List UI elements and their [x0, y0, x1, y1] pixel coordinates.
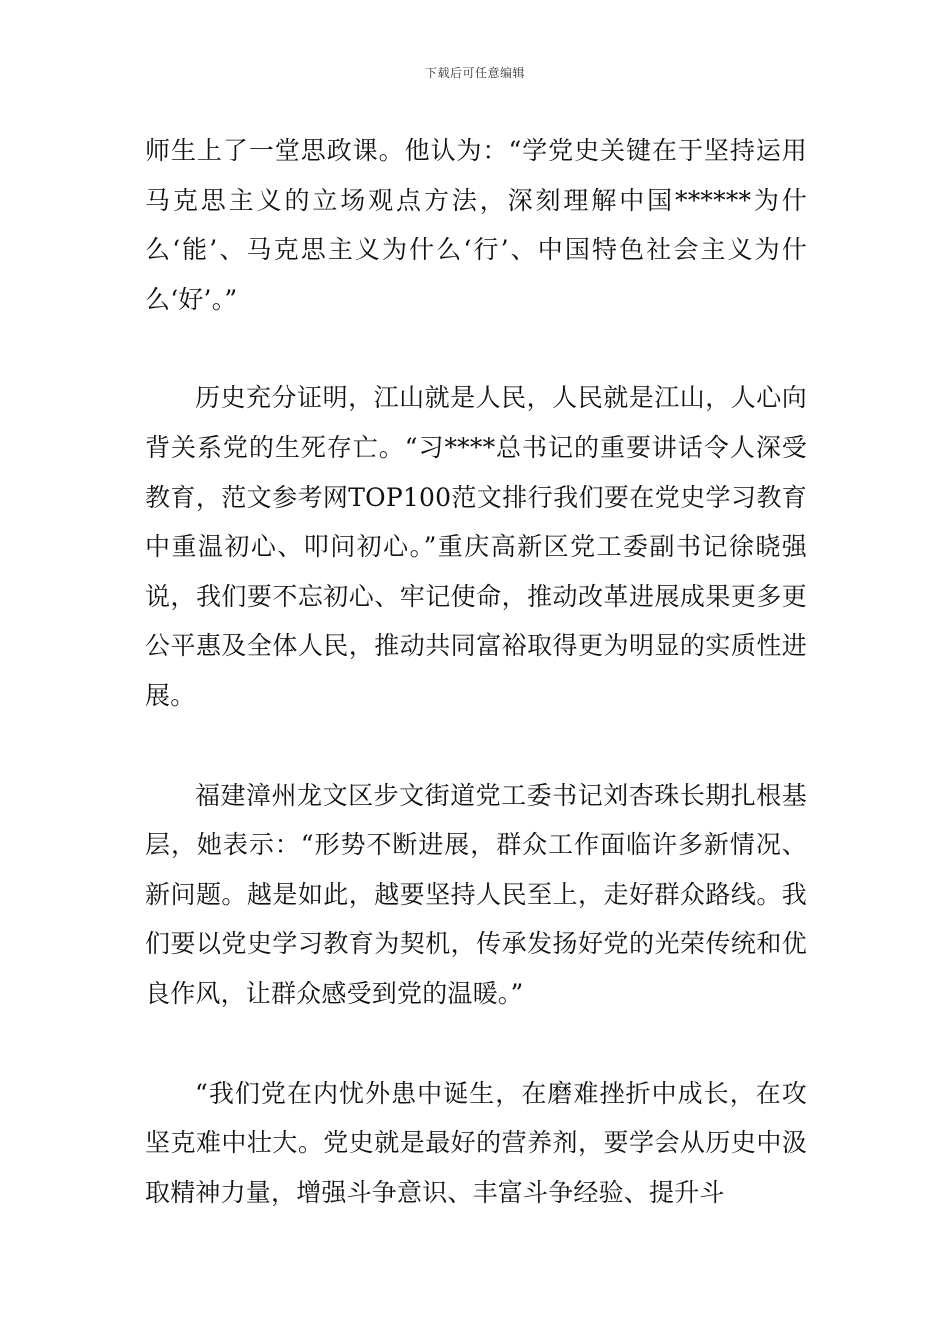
paragraph-3: 福建漳州龙文区步文街道党工委书记刘杏珠长期扎根基层，她表示：“形势不断进展，群众工作面临许多新情况、新问题。越是如此，越要坚持人民至上，走好群众路线。我们要以党史学习教育为契机，传承发扬好党的光荣传统和优良作风，让群众感受到党的温暖。”	[145, 780, 807, 1008]
header-note: 下载后可任意编辑	[424, 66, 525, 80]
document-body	[145, 126, 807, 1217]
paragraph-2: 历史充分证明，江山就是人民，人民就是江山，人心向背关系党的生死存亡。“习****总书记的重要讲话令人深受教育，范文参考网TOP100范文排行我们要在党史学习教育中重温初心、叩问初心。”重庆高新区党工委副书记徐晓强说，我们要不忘初心、牢记使命，推动改革进展成果更多更公平惠及全体人民，推动共同富裕取得更为明显的实质性进展。	[145, 383, 807, 710]
paragraph-4: “我们党在内忧外患中诞生，在磨难挫折中成长，在攻坚克难中壮大。党史就是最好的营养剂，要学会从历史中汲取精神力量，增强斗争意识、丰富斗争经验、提升斗	[145, 1078, 807, 1207]
paragraph-1: 师生上了一堂思政课。他认为：“学党史关键在于坚持运用马克思主义的立场观点方法，深刻理解中国******为什么‘能’、马克思主义为什么‘行’、中国特色社会主义为什么‘好’。”	[145, 136, 807, 314]
